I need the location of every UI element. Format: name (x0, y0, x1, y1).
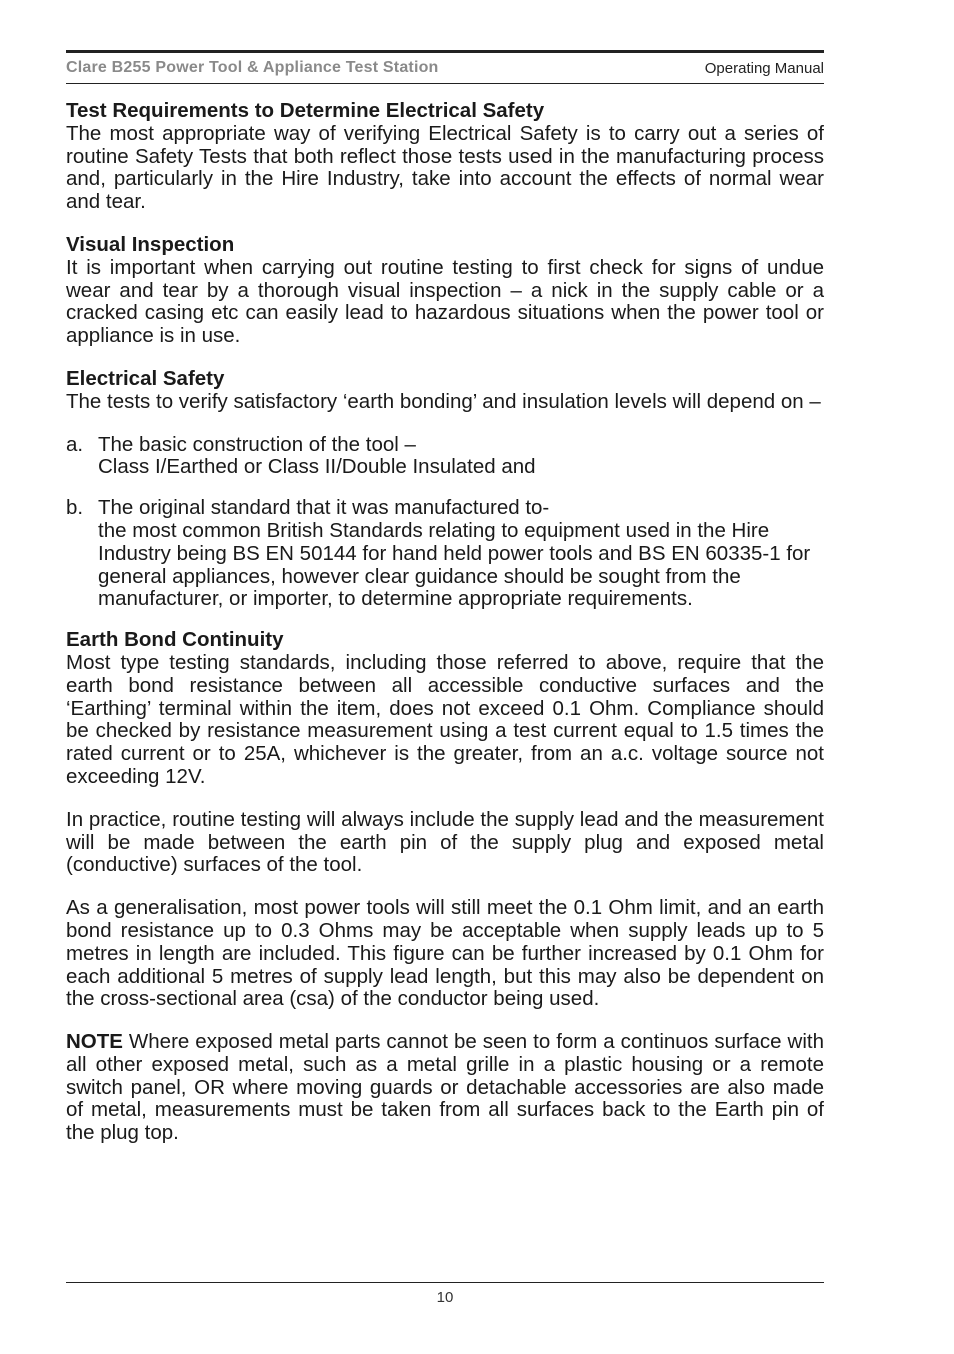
note-text: Where exposed metal parts cannot be seen to form a continuos surface with all other exposed metal, such as a metal grille in a plastic housing or a remote switch panel, OR where moving guards or detachable accessories are also made of metal, measurements must be taken from all surfaces back to the Earth pin of the plug top. (66, 1030, 824, 1145)
section-electrical-safety (66, 368, 824, 414)
list-item-b (66, 497, 824, 611)
section-paragraph: As a generalisation, most power tools will still meet the 0.1 Ohm limit, and an earth bond resistance up to 0.3 Ohms may be acceptable when supply leads up to 5 metres in length are included. This figure can be further increased by 0.1 Ohm for each additional 5 metres of supply lead length, but this may also be dependent on the cross-sectional area (csa) of the conductor being used. (66, 896, 824, 1011)
section-paragraph: In practice, routine testing will always include the supply lead and the measurement will be made between the earth pin of the supply plug and exposed metal (conductive) surfaces of the tool. (66, 807, 824, 877)
section-title: Electrical Safety (66, 366, 225, 390)
section-paragraph: The tests to verify satisfactory ‘earth bonding’ and insulation levels will depend on – (66, 389, 821, 413)
section-practice (66, 809, 824, 877)
page-number: 10 (436, 1289, 454, 1306)
section-paragraph: Most type testing standards, including those referred to above, require that the earth bond resistance between all accessible conductive surfaces and the ‘Earthing’ terminal within the item, does not exceed 0.1 Ohm. Compliance should be checked by resistance measurement using a test current equal to 1.5 times the rated current or to 25A, whichever is the greater, from an a.c. voltage source not exceeding 12V. (66, 650, 824, 788)
document-page (66, 50, 824, 1165)
section-title: Test Requirements to Determine Electrical Safety (66, 99, 545, 122)
list-line: The basic construction of the tool – (98, 432, 416, 456)
list-line: The original standard that it was manufactured to- (98, 496, 550, 520)
list-line: Class I/Earthed or Class II/Double Insulated and (98, 455, 536, 479)
list-item-a (66, 434, 824, 480)
list-marker: a. (66, 432, 84, 456)
section-paragraph: The most appropriate way of verifying Electrical Safety is to carry out a series of routine Safety Tests that both reflect those tests used in the manufacturing process and, particularly in the Hire Industry, take into account the effects of normal wear and tear. (66, 121, 824, 214)
list-marker: b. (66, 496, 84, 520)
list-line: the most common British Standards relating to equipment used in the Hire Industry being BS EN 50144 for hand held power tools and BS EN 60335-1 for general appliances, however clear guidance should be sought from the manufacturer, or importer, to determine appropriate requirements. (98, 518, 811, 611)
header-title: Clare B255 Power Tool & Appliance Test Station (66, 59, 439, 76)
note-label: NOTE (66, 1030, 123, 1054)
section-earth-bond-continuity (66, 629, 824, 789)
section-generalisation (66, 897, 824, 1011)
page-header (66, 53, 824, 84)
section-visual-inspection (66, 234, 824, 348)
section-note (66, 1031, 824, 1145)
page-content (66, 100, 824, 1145)
section-title: Visual Inspection (66, 232, 235, 256)
section-paragraph: It is important when carrying out routine testing to first check for signs of undue wear and tear by a thorough visual inspection – a nick in the supply cable or a cracked casing etc can easily lead to hazardous situations when the power tool or appliance is in use. (66, 255, 824, 348)
header-manual-label: Operating Manual (704, 59, 824, 77)
list-body (98, 497, 824, 611)
list-body (98, 434, 824, 480)
page-footer (66, 1282, 824, 1307)
note-paragraph (66, 1031, 824, 1145)
section-title: Earth Bond Continuity (66, 628, 284, 652)
section-test-requirements (66, 100, 824, 214)
